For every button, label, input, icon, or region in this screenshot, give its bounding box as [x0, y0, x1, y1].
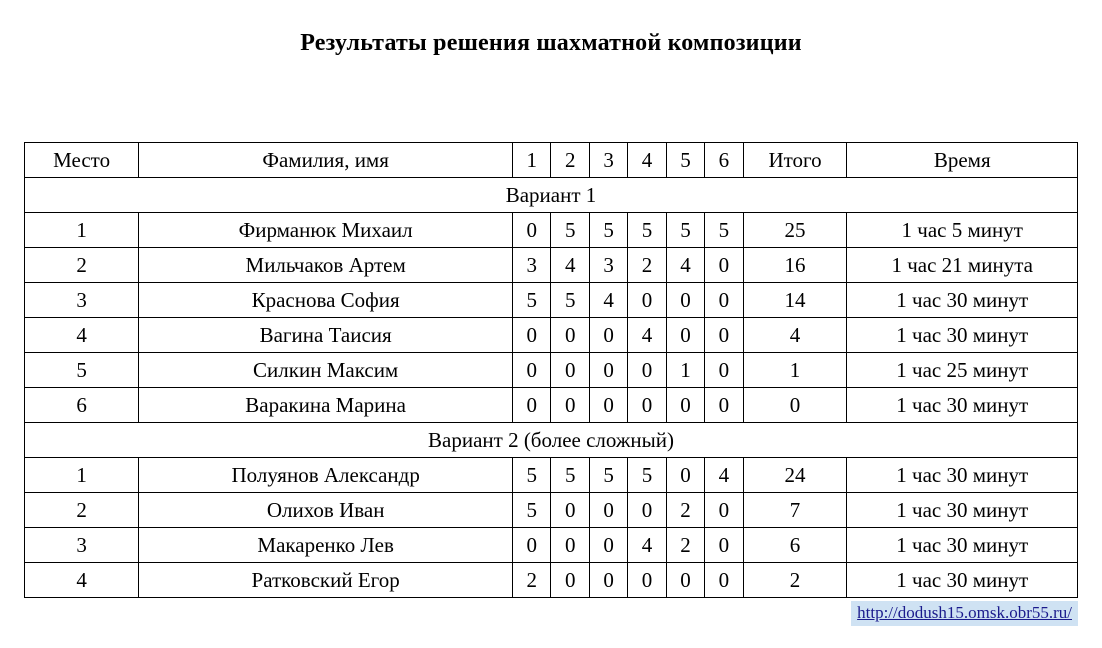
cell-place: 5 — [25, 353, 139, 388]
header-place: Место — [25, 143, 139, 178]
table-row — [25, 528, 1078, 563]
cell-round-6: 0 — [705, 283, 743, 318]
cell-time: 1 час 30 минут — [847, 563, 1078, 598]
cell-round-3: 0 — [589, 493, 627, 528]
cell-time: 1 час 21 минута — [847, 248, 1078, 283]
cell-total: 0 — [743, 388, 847, 423]
cell-round-5: 2 — [666, 528, 704, 563]
cell-place: 2 — [25, 493, 139, 528]
cell-round-1: 0 — [513, 318, 551, 353]
cell-round-4: 0 — [628, 283, 666, 318]
cell-round-6: 0 — [705, 528, 743, 563]
cell-round-3: 0 — [589, 318, 627, 353]
cell-total: 16 — [743, 248, 847, 283]
table-row — [25, 458, 1078, 493]
header-round-1: 1 — [513, 143, 551, 178]
cell-time: 1 час 30 минут — [847, 528, 1078, 563]
table-row — [25, 353, 1078, 388]
cell-round-5: 2 — [666, 493, 704, 528]
cell-round-3: 3 — [589, 248, 627, 283]
table-body — [25, 178, 1078, 598]
cell-round-6: 0 — [705, 318, 743, 353]
cell-round-5: 0 — [666, 458, 704, 493]
cell-round-1: 3 — [513, 248, 551, 283]
cell-round-2: 0 — [551, 528, 589, 563]
cell-place: 4 — [25, 563, 139, 598]
cell-place: 1 — [25, 213, 139, 248]
cell-name: Фирманюк Михаил — [139, 213, 513, 248]
cell-round-2: 0 — [551, 353, 589, 388]
cell-round-4: 4 — [628, 318, 666, 353]
cell-round-1: 5 — [513, 458, 551, 493]
header-round-4: 4 — [628, 143, 666, 178]
cell-round-5: 0 — [666, 318, 704, 353]
cell-round-6: 0 — [705, 353, 743, 388]
cell-round-3: 5 — [589, 213, 627, 248]
cell-round-4: 2 — [628, 248, 666, 283]
cell-time: 1 час 30 минут — [847, 493, 1078, 528]
cell-round-2: 4 — [551, 248, 589, 283]
cell-time: 1 час 25 минут — [847, 353, 1078, 388]
cell-name: Варакина Марина — [139, 388, 513, 423]
section-header-row — [25, 423, 1078, 458]
cell-total: 14 — [743, 283, 847, 318]
table-row — [25, 213, 1078, 248]
table-header — [25, 143, 1078, 178]
table-row — [25, 563, 1078, 598]
cell-round-3: 0 — [589, 528, 627, 563]
cell-round-4: 5 — [628, 213, 666, 248]
section-label: Вариант 1 — [25, 178, 1078, 213]
cell-round-5: 0 — [666, 283, 704, 318]
cell-round-5: 1 — [666, 353, 704, 388]
cell-name: Олихов Иван — [139, 493, 513, 528]
cell-round-6: 4 — [705, 458, 743, 493]
cell-total: 1 — [743, 353, 847, 388]
cell-total: 7 — [743, 493, 847, 528]
cell-round-5: 4 — [666, 248, 704, 283]
cell-round-2: 0 — [551, 388, 589, 423]
cell-name: Краснова София — [139, 283, 513, 318]
cell-round-2: 5 — [551, 283, 589, 318]
cell-round-3: 0 — [589, 563, 627, 598]
cell-total: 24 — [743, 458, 847, 493]
cell-name: Ратковский Егор — [139, 563, 513, 598]
cell-round-1: 5 — [513, 283, 551, 318]
table-row — [25, 318, 1078, 353]
cell-round-3: 0 — [589, 353, 627, 388]
cell-round-2: 0 — [551, 493, 589, 528]
cell-name: Силкин Максим — [139, 353, 513, 388]
cell-total: 25 — [743, 213, 847, 248]
header-round-3: 3 — [589, 143, 627, 178]
source-url-link[interactable]: http://dodush15.omsk.obr55.ru/ — [851, 601, 1078, 626]
cell-round-5: 5 — [666, 213, 704, 248]
cell-round-6: 0 — [705, 563, 743, 598]
cell-round-4: 0 — [628, 493, 666, 528]
cell-round-1: 0 — [513, 388, 551, 423]
header-time: Время — [847, 143, 1078, 178]
cell-round-4: 0 — [628, 563, 666, 598]
table-row — [25, 388, 1078, 423]
cell-round-6: 5 — [705, 213, 743, 248]
table-row — [25, 283, 1078, 318]
cell-name: Макаренко Лев — [139, 528, 513, 563]
cell-place: 4 — [25, 318, 139, 353]
cell-round-1: 0 — [513, 528, 551, 563]
results-table-container — [24, 142, 1078, 598]
table-row — [25, 493, 1078, 528]
cell-round-4: 5 — [628, 458, 666, 493]
cell-round-2: 0 — [551, 318, 589, 353]
cell-round-1: 2 — [513, 563, 551, 598]
cell-round-6: 0 — [705, 493, 743, 528]
cell-place: 6 — [25, 388, 139, 423]
cell-round-6: 0 — [705, 248, 743, 283]
cell-round-3: 0 — [589, 388, 627, 423]
cell-round-4: 0 — [628, 388, 666, 423]
cell-total: 4 — [743, 318, 847, 353]
cell-time: 1 час 30 минут — [847, 283, 1078, 318]
cell-round-6: 0 — [705, 388, 743, 423]
cell-round-4: 0 — [628, 353, 666, 388]
cell-round-3: 5 — [589, 458, 627, 493]
header-round-6: 6 — [705, 143, 743, 178]
results-table — [24, 142, 1078, 598]
cell-time: 1 час 5 минут — [847, 213, 1078, 248]
cell-round-1: 5 — [513, 493, 551, 528]
cell-round-2: 5 — [551, 458, 589, 493]
page-title: Результаты решения шахматной композиции — [300, 30, 802, 56]
cell-round-3: 4 — [589, 283, 627, 318]
cell-round-2: 0 — [551, 563, 589, 598]
cell-round-5: 0 — [666, 563, 704, 598]
header-total: Итого — [743, 143, 847, 178]
cell-place: 3 — [25, 283, 139, 318]
header-round-2: 2 — [551, 143, 589, 178]
cell-time: 1 час 30 минут — [847, 318, 1078, 353]
table-row — [25, 248, 1078, 283]
cell-name: Вагина Таисия — [139, 318, 513, 353]
cell-place: 1 — [25, 458, 139, 493]
header-round-5: 5 — [666, 143, 704, 178]
cell-place: 3 — [25, 528, 139, 563]
cell-round-4: 4 — [628, 528, 666, 563]
cell-name: Полуянов Александр — [139, 458, 513, 493]
cell-total: 6 — [743, 528, 847, 563]
cell-round-5: 0 — [666, 388, 704, 423]
section-header-row — [25, 178, 1078, 213]
cell-round-2: 5 — [551, 213, 589, 248]
cell-round-1: 0 — [513, 213, 551, 248]
cell-time: 1 час 30 минут — [847, 458, 1078, 493]
header-row — [25, 143, 1078, 178]
cell-round-1: 0 — [513, 353, 551, 388]
header-name: Фамилия, имя — [139, 143, 513, 178]
cell-time: 1 час 30 минут — [847, 388, 1078, 423]
section-label: Вариант 2 (более сложный) — [25, 423, 1078, 458]
cell-name: Мильчаков Артем — [139, 248, 513, 283]
cell-total: 2 — [743, 563, 847, 598]
cell-place: 2 — [25, 248, 139, 283]
